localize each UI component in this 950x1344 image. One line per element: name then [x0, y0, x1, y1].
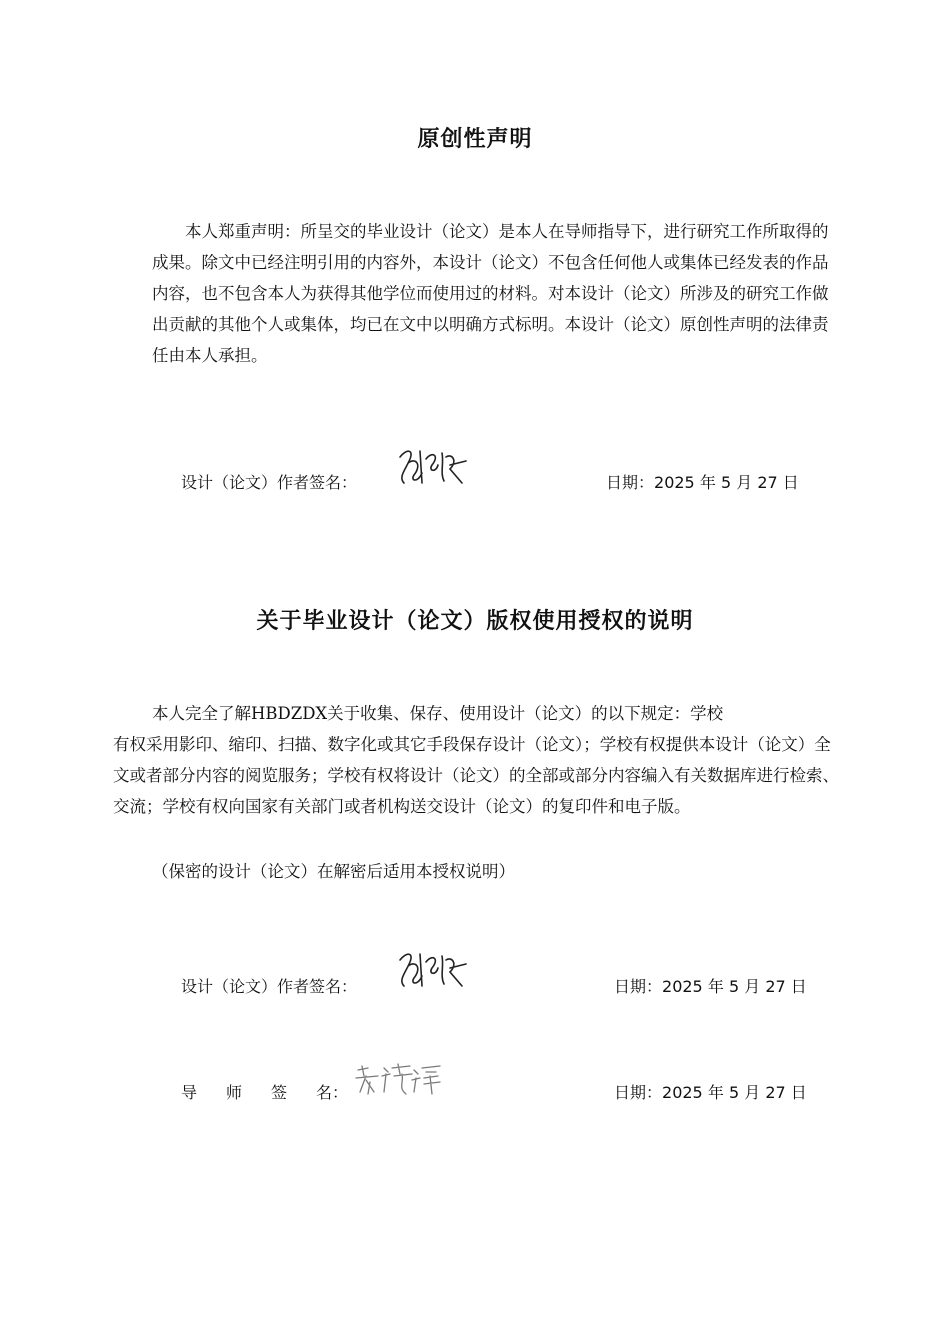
author-signature-label-2: 设计（论文）作者签名： [181, 977, 358, 996]
date-2 [614, 974, 807, 997]
date-year: 2025 [654, 473, 695, 492]
advisor-signature [354, 1062, 444, 1098]
copyright-first-line: 本人完全了解HBDZDX关于收集、保存、使用设计（论文）的以下规定：学校 [152, 704, 724, 723]
copyright-title: 关于毕业设计（论文）版权使用授权的说明 [256, 609, 694, 634]
advisor-label-char: 导 [181, 1083, 198, 1102]
day-unit: 日 [790, 977, 807, 996]
author-signature-2 [392, 946, 472, 994]
originality-statement: 本人郑重声明：所呈交的毕业设计（论文）是本人在导师指导下，进行研究工作所取得的成果。除文中已经注明引用的内容外，本设计（论文）不包含任何他人或集体已经发表的作品内容，也不包含本人为获得其他学位而使用过的材料。对本设计（论文）所涉及的研究工作做出贡献的其他个人或集体，均已在文中以明确方式标明。本设计（论文）原创性声明的法律责任由本人承担。 [152, 222, 829, 365]
date-day: 27 [765, 1083, 786, 1102]
date-month: 5 [728, 1083, 740, 1102]
month-unit: 月 [736, 473, 753, 492]
month-unit: 月 [744, 1083, 761, 1102]
advisor-label-char: 师 [226, 1083, 243, 1102]
date-3 [614, 1080, 807, 1103]
copyright-statement: 有权采用影印、缩印、扫描、数字化或其它手段保存设计（论文）；学校有权提供本设计（论文）全文或者部分内容的阅览服务；学校有权将设计（论文）的全部或部分内容编入有关数据库进行检索、交流；学校有权向国家有关部门或者机构送交设计（论文）的复印件和电子版。 [113, 735, 839, 816]
author-signature-1 [392, 443, 472, 491]
author-signature-label-1: 设计（论文）作者签名： [181, 473, 358, 492]
date-1 [606, 470, 799, 493]
confidential-note: （保密的设计（论文）在解密后适用本授权说明） [152, 862, 515, 881]
date-label: 日期： [614, 1083, 663, 1102]
day-unit: 日 [782, 473, 799, 492]
advisor-label-char: 名： [316, 1083, 349, 1102]
advisor-signature-label [181, 1080, 348, 1103]
date-label: 日期： [606, 473, 655, 492]
year-unit: 年 [699, 473, 716, 492]
day-unit: 日 [790, 1083, 807, 1102]
year-unit: 年 [707, 977, 724, 996]
advisor-label-char: 签 [271, 1083, 288, 1102]
date-day: 27 [765, 977, 786, 996]
date-year: 2025 [662, 1083, 703, 1102]
date-year: 2025 [662, 977, 703, 996]
date-label: 日期： [614, 977, 663, 996]
originality-title: 原创性声明 [417, 127, 533, 152]
date-month: 5 [728, 977, 740, 996]
month-unit: 月 [744, 977, 761, 996]
year-unit: 年 [707, 1083, 724, 1102]
date-day: 27 [757, 473, 778, 492]
date-month: 5 [720, 473, 732, 492]
